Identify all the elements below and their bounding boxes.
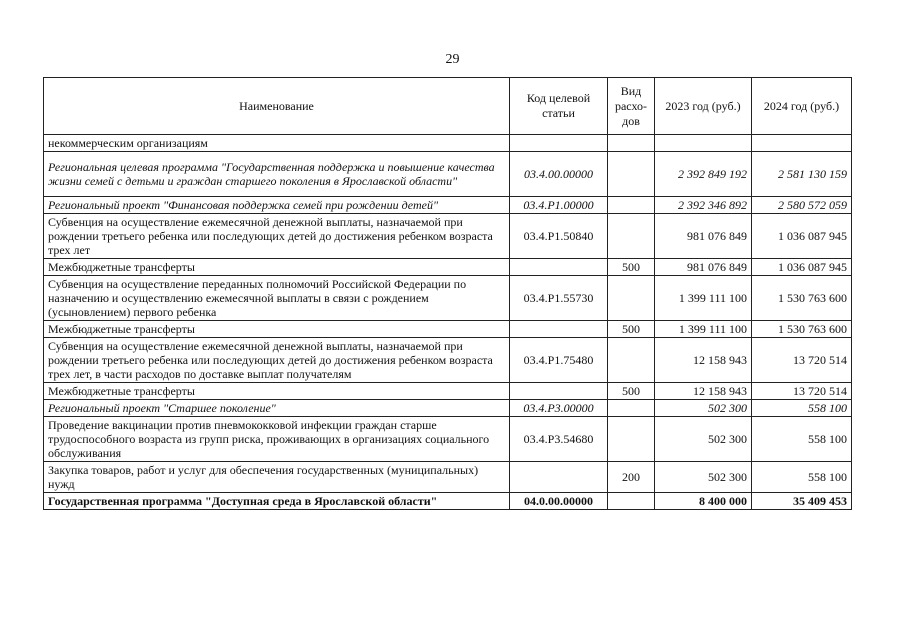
table-row xyxy=(44,321,852,338)
row-type xyxy=(608,417,655,462)
row-2023: 502 300 xyxy=(655,400,752,417)
row-name: Субвенция на осуществление ежемесячной денежной выплаты, назначаемой при рождении третьего ребенка или последующих детей до достижения ребенком возраста трех лет xyxy=(44,214,510,259)
row-code: 03.4.P1.75480 xyxy=(510,338,608,383)
row-name: Межбюджетные трансферты xyxy=(44,321,510,338)
row-2023 xyxy=(655,135,752,152)
row-name: Региональный проект "Старшее поколение" xyxy=(44,400,510,417)
row-code xyxy=(510,259,608,276)
row-2023: 981 076 849 xyxy=(655,259,752,276)
header-type: Вид расхо-дов xyxy=(608,78,655,135)
row-type xyxy=(608,493,655,510)
row-2024: 558 100 xyxy=(752,417,852,462)
row-name: Региональный проект "Финансовая поддержка семей при рождении детей" xyxy=(44,197,510,214)
row-code: 03.4.P1.00000 xyxy=(510,197,608,214)
table-row xyxy=(44,135,852,152)
row-name: Субвенция на осуществление ежемесячной денежной выплаты, назначаемой при рождении третьего ребенка или последующих детей до достижения ребенком возраста трех лет, в части расходов по доставке выплат получателям xyxy=(44,338,510,383)
table-row xyxy=(44,383,852,400)
row-name: Межбюджетные трансферты xyxy=(44,259,510,276)
row-name: Государственная программа "Доступная среда в Ярославской области" xyxy=(44,493,510,510)
row-2024: 13 720 514 xyxy=(752,383,852,400)
row-name: Межбюджетные трансферты xyxy=(44,383,510,400)
row-name: Закупка товаров, работ и услуг для обеспечения государственных (муниципальных) нужд xyxy=(44,462,510,493)
row-type xyxy=(608,214,655,259)
row-name: Региональная целевая программа "Государственная поддержка и повышение качества жизни семей с детьми и граждан старшего поколения в Ярославской области" xyxy=(44,152,510,197)
row-2023: 981 076 849 xyxy=(655,214,752,259)
row-2024: 13 720 514 xyxy=(752,338,852,383)
row-type: 200 xyxy=(608,462,655,493)
budget-table xyxy=(43,77,852,510)
row-type xyxy=(608,197,655,214)
row-2023: 12 158 943 xyxy=(655,338,752,383)
table-row xyxy=(44,197,852,214)
row-name: Проведение вакцинации против пневмококковой инфекции граждан старше трудоспособного возраста из групп риска, проживающих в организациях социального обслуживания xyxy=(44,417,510,462)
row-code xyxy=(510,321,608,338)
row-2023: 12 158 943 xyxy=(655,383,752,400)
row-2023: 2 392 346 892 xyxy=(655,197,752,214)
row-code: 04.0.00.00000 xyxy=(510,493,608,510)
table-header-row xyxy=(44,78,852,135)
row-type xyxy=(608,338,655,383)
row-type: 500 xyxy=(608,321,655,338)
row-type xyxy=(608,135,655,152)
row-type xyxy=(608,400,655,417)
row-code xyxy=(510,383,608,400)
row-code: 03.4.00.00000 xyxy=(510,152,608,197)
table-row xyxy=(44,152,852,197)
row-code: 03.4.P3.00000 xyxy=(510,400,608,417)
row-name: Субвенция на осуществление переданных полномочий Российской Федерации по назначению и осуществлению ежемесячной выплаты в связи с рождением (усыновлением) первого ребенка xyxy=(44,276,510,321)
row-2023: 502 300 xyxy=(655,417,752,462)
header-name: Наименование xyxy=(44,78,510,135)
row-type: 500 xyxy=(608,383,655,400)
header-2024: 2024 год (руб.) xyxy=(752,78,852,135)
row-2024: 1 036 087 945 xyxy=(752,259,852,276)
row-2024: 1 530 763 600 xyxy=(752,276,852,321)
row-2024: 2 580 572 059 xyxy=(752,197,852,214)
row-2023: 8 400 000 xyxy=(655,493,752,510)
row-code xyxy=(510,135,608,152)
row-2024: 558 100 xyxy=(752,462,852,493)
row-2023: 1 399 111 100 xyxy=(655,321,752,338)
row-code: 03.4.P1.55730 xyxy=(510,276,608,321)
table-row xyxy=(44,493,852,510)
row-2024: 35 409 453 xyxy=(752,493,852,510)
table-row xyxy=(44,400,852,417)
row-2024: 2 581 130 159 xyxy=(752,152,852,197)
row-code: 03.4.P3.54680 xyxy=(510,417,608,462)
row-name: некоммерческим организациям xyxy=(44,135,510,152)
row-type xyxy=(608,276,655,321)
row-code xyxy=(510,462,608,493)
table-row xyxy=(44,462,852,493)
table-row xyxy=(44,338,852,383)
header-code: Код целевой статьи xyxy=(510,78,608,135)
table-row xyxy=(44,417,852,462)
table-row xyxy=(44,276,852,321)
row-2024: 1 530 763 600 xyxy=(752,321,852,338)
header-2023: 2023 год (руб.) xyxy=(655,78,752,135)
table-row xyxy=(44,259,852,276)
row-type: 500 xyxy=(608,259,655,276)
row-2023: 1 399 111 100 xyxy=(655,276,752,321)
row-2023: 2 392 849 192 xyxy=(655,152,752,197)
row-2023: 502 300 xyxy=(655,462,752,493)
row-2024: 1 036 087 945 xyxy=(752,214,852,259)
row-2024 xyxy=(752,135,852,152)
page-number: 29 xyxy=(445,52,460,67)
row-2024: 558 100 xyxy=(752,400,852,417)
table-row xyxy=(44,214,852,259)
row-type xyxy=(608,152,655,197)
row-code: 03.4.P1.50840 xyxy=(510,214,608,259)
